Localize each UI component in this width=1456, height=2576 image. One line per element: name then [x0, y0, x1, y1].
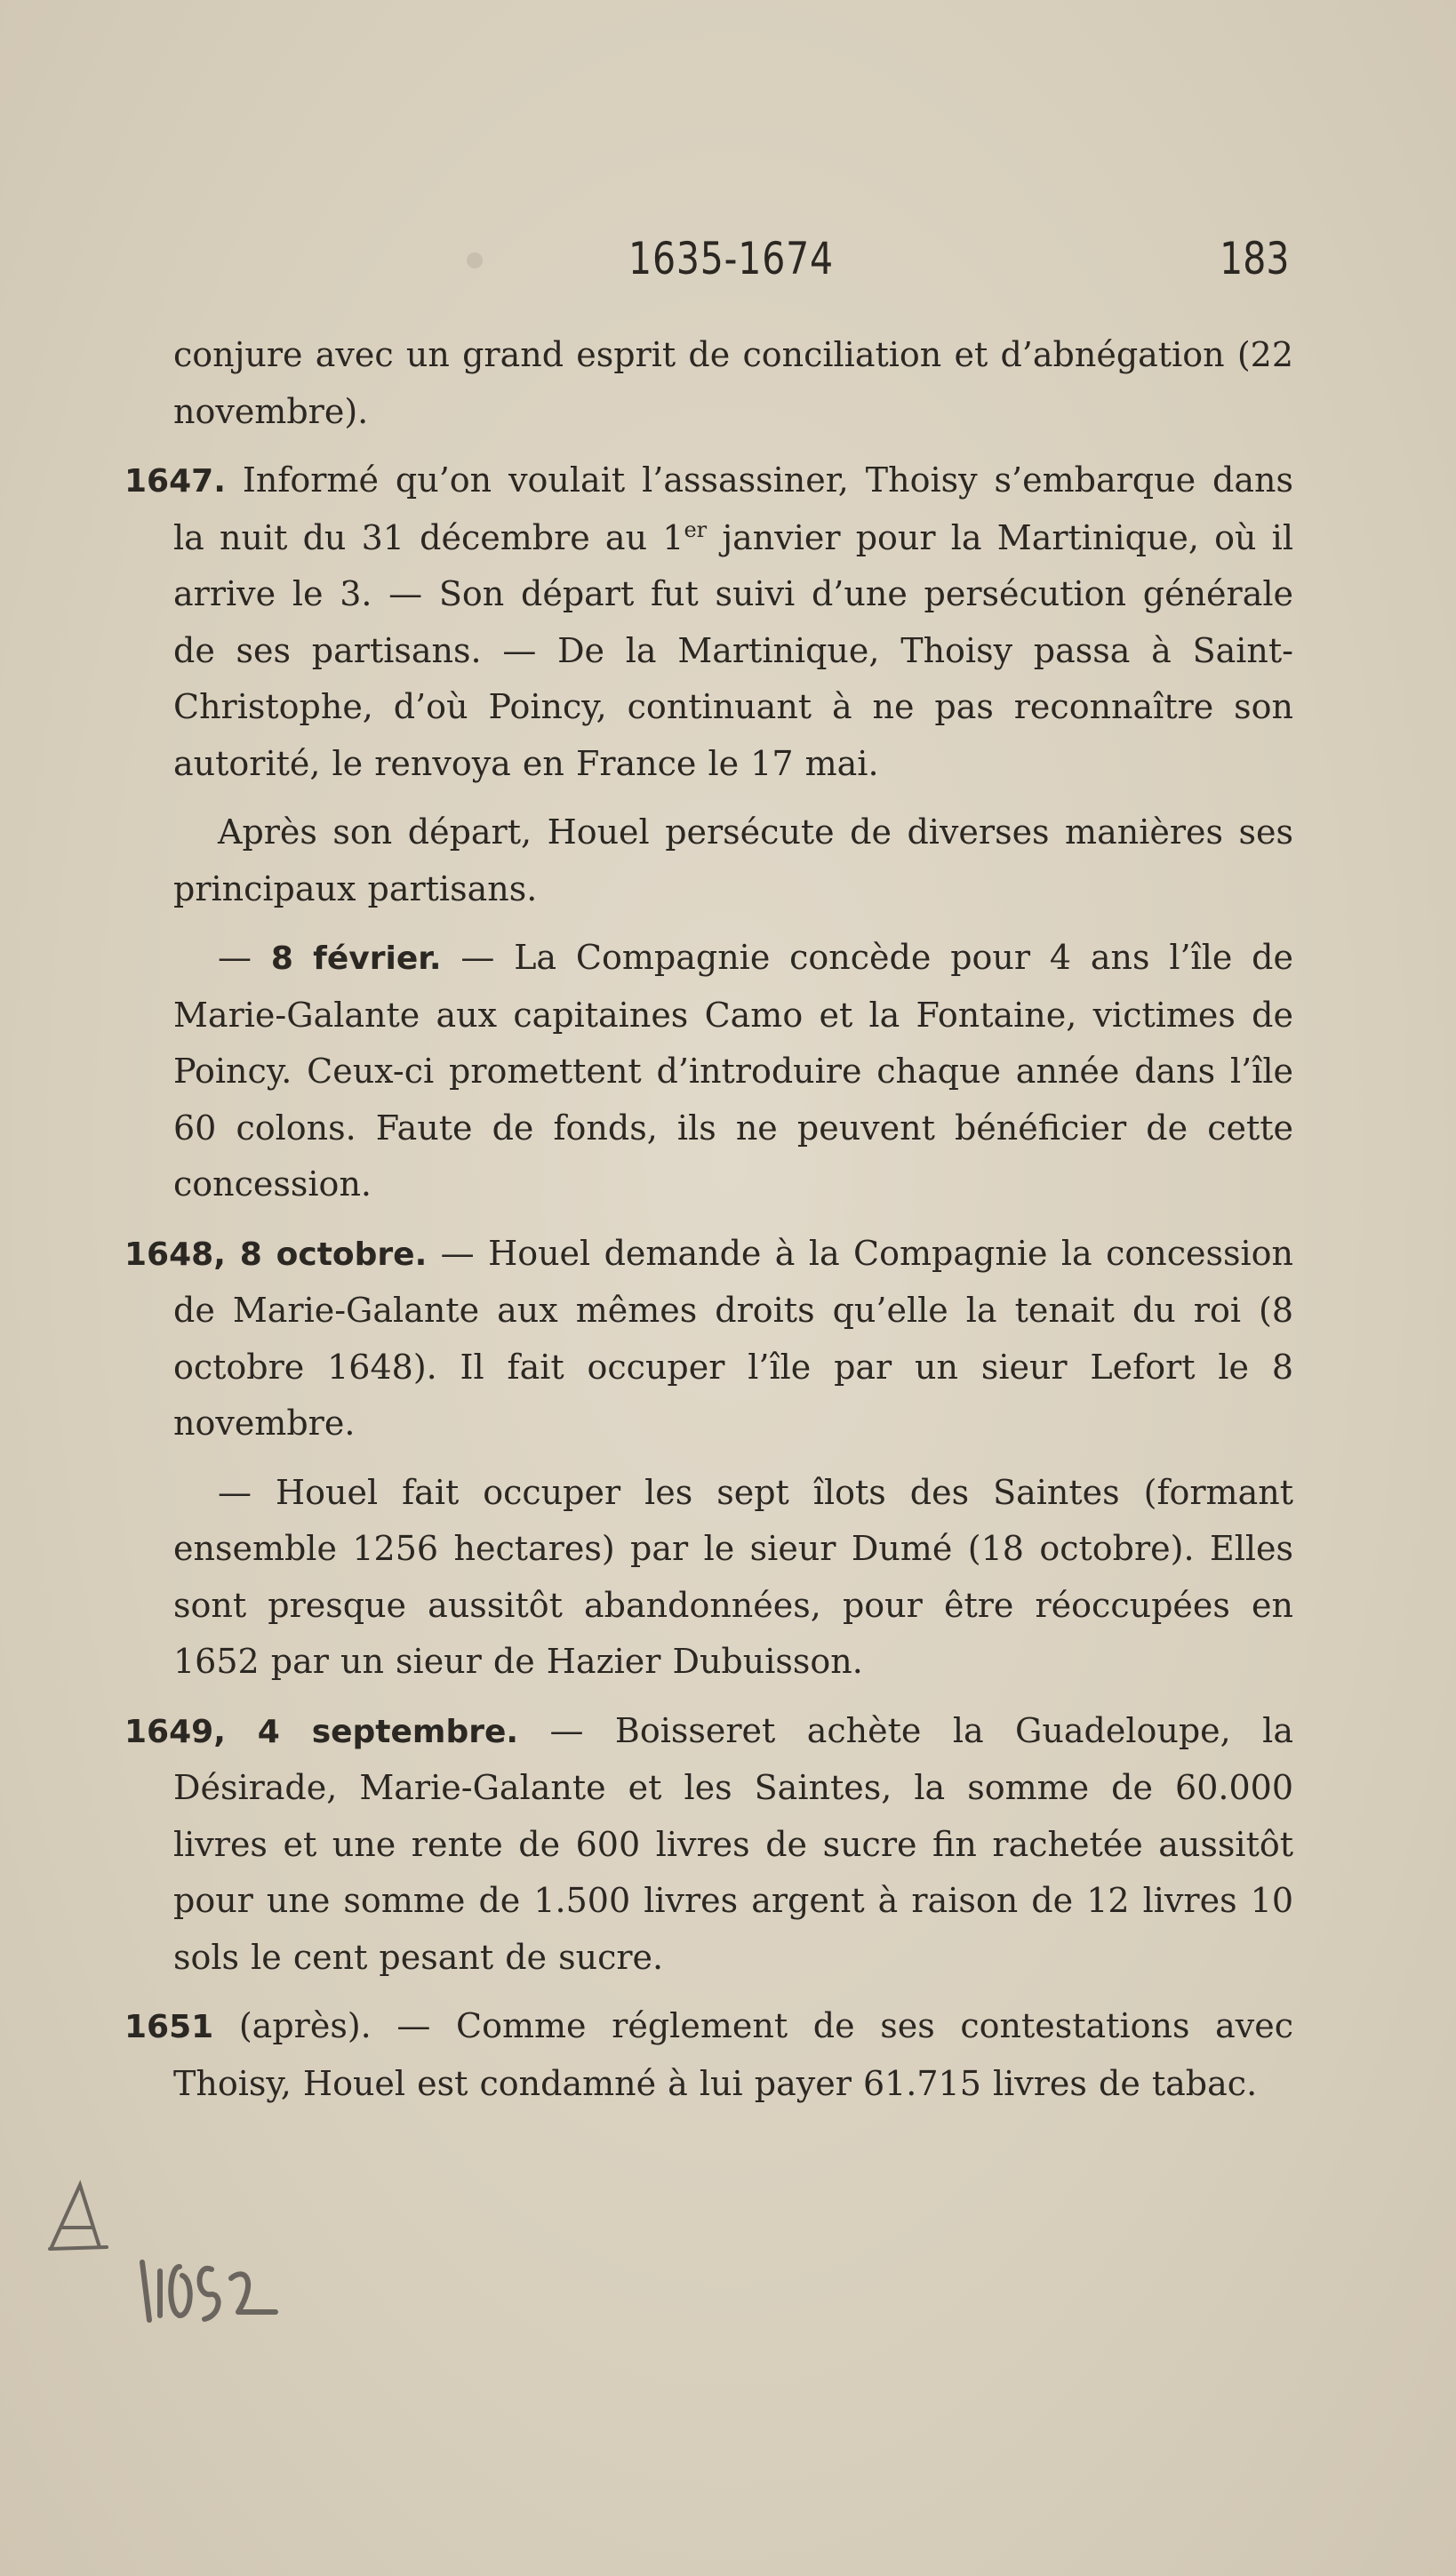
entry-date: 8 février. — [270, 940, 442, 977]
header-year-range: 1635-1674 — [628, 233, 834, 284]
paragraph-continuation: conjure avec un grand esprit de conciliation et d’abnégation (22 novembre). — [173, 335, 1293, 431]
entry-date: 1649, 4 septembre. — [124, 1713, 519, 1750]
handwritten-mark-icon — [44, 2169, 116, 2258]
entry-1649: 1649, 4 septembre. — Boisseret achète la Guadeloupe, la Désirade, Marie-Galante et les Saintes, la somme de 60.000 livres et une rente de 600 livres de sucre fin rachetée aussitôt pour une somme de 1.500 livres argent à raison de 12 livres 10 sols le cent pesant de sucre. — [124, 1710, 1293, 1977]
running-header — [173, 233, 1289, 295]
paragraph-depart: Après son départ, Houel persécute de diverses manières ses principaux partisans. — [173, 812, 1293, 908]
entry-date: 1647. — [124, 463, 226, 500]
handwritten-year-icon — [133, 2227, 302, 2333]
entry-1651: 1651 (après). — Comme réglement de ses contestations avec Thoisy, Houel est condamné à lui payer 61.715 livres de tabac. — [124, 2006, 1293, 2103]
entry-8-fevrier: — 8 février. — La Compagnie concède pour 4 ans l’île de Marie-Galante aux capitaines Camo et la Fontaine, victimes de Poincy. Ceux-ci promettent d’introduire chaque année dans l’île 60 colons. Faute de fonds, ils ne peuvent bénéficier de cette concession. — [173, 938, 1293, 1204]
page-body — [124, 327, 1293, 2112]
entry-date: 1648, 8 octobre. — [124, 1236, 428, 1273]
entry-1648: 1648, 8 octobre. — Houel demande à la Compagnie la concession de Marie-Galante aux mêmes droits qu’elle la tenait du roi (8 octobre 1648). Il fait occuper l’île par un sieur Lefort le 8 novembre. — [124, 1233, 1293, 1443]
paragraph-saintes: — Houel fait occuper les sept îlots des Saintes (formant ensemble 1256 hectares) par le sieur Dumé (18 octobre). Elles sont presque aussitôt abandonnées, pour être réoccupées en 1652 par un sieur de Hazier Dubuisson. — [173, 1472, 1293, 1681]
entry-1647: 1647. Informé qu’on voulait l’assassiner, Thoisy s’embarque dans la nuit du 31 décembre au 1er janvier pour la Martinique, où il arrive le 3. — Son départ fut suivi d’une persécution générale de ses partisans. — De la Martinique, Thoisy passa à Saint-Christophe, d’où Poincy, continuant à ne pas reconnaître son autorité, le renvoya en France le 17 mai. — [124, 460, 1293, 783]
entry-date: 1651 — [124, 2009, 214, 2045]
page-number: 183 — [1219, 233, 1289, 284]
